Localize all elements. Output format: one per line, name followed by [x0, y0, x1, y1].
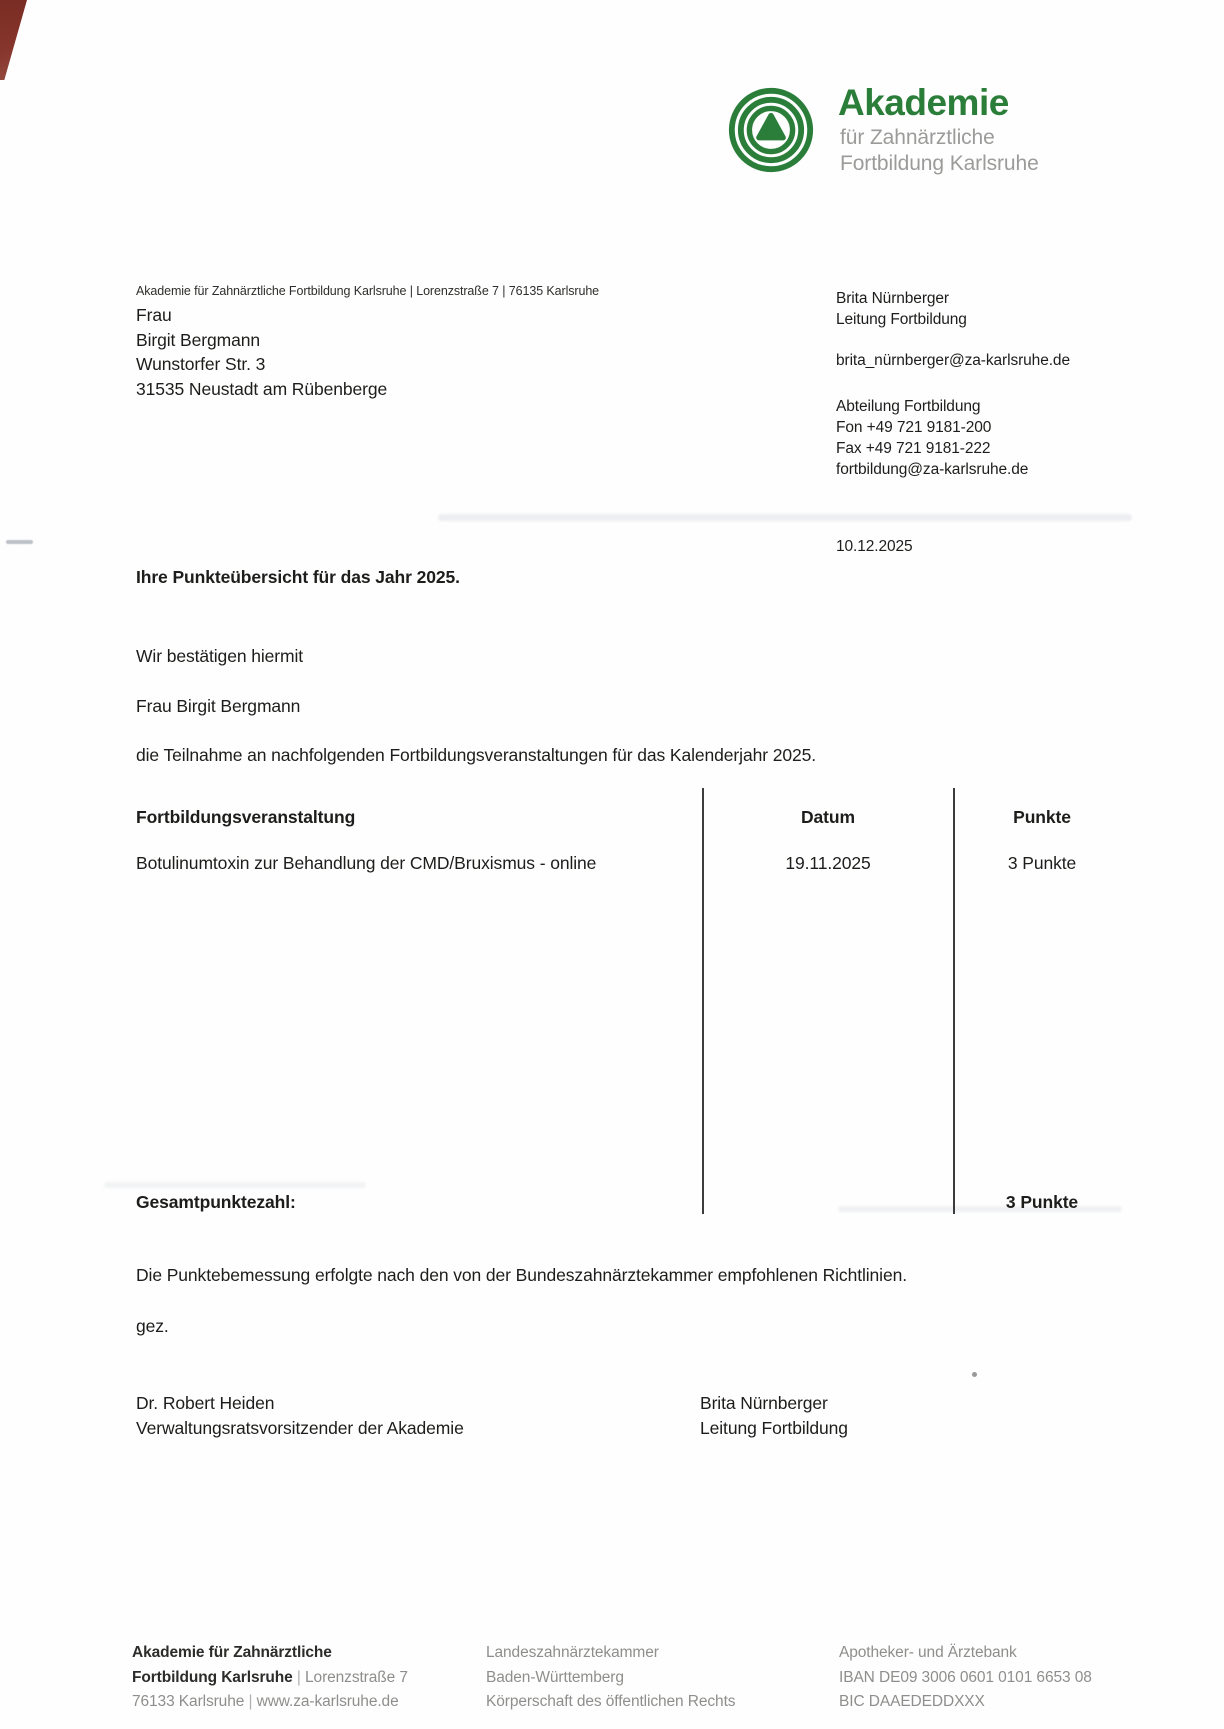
logo-subtitle-1: für Zahnärztliche: [840, 126, 995, 149]
scan-smudge: [104, 1182, 366, 1188]
footer-city: 76133 Karlsruhe: [132, 1693, 245, 1710]
body-line-2: Frau Birgit Bergmann: [136, 696, 301, 716]
closing-note: Die Punktebemessung erfolgte nach den von der Bundeszahnärztekammer empfohlenen Richtlinien.: [136, 1265, 907, 1285]
contact-name: Brita Nürnberger: [836, 290, 949, 307]
recipient-street: Wunstorfer Str. 3: [136, 354, 266, 374]
table-total-label: Gesamtpunktezahl:: [136, 1192, 296, 1212]
contact-role: Leitung Fortbildung: [836, 311, 967, 328]
contact-fax: Fax +49 721 9181-222: [836, 440, 991, 457]
table-cell-points: 3 Punkte: [1007, 853, 1077, 873]
letter-date: 10.12.2025: [836, 538, 913, 555]
signature-left-role: Verwaltungsratsvorsitzender der Akademie: [136, 1417, 464, 1438]
signature-left: [136, 1391, 464, 1440]
table-divider-2: [953, 788, 955, 1214]
recipient-salutation: Frau: [136, 305, 172, 325]
contact-email: brita_nürnberger@za-karlsruhe.de: [836, 352, 1070, 369]
logo-subtitle-2: Fortbildung Karlsruhe: [840, 152, 1039, 175]
footer-column-bank: [839, 1641, 1092, 1715]
signed-abbreviation: gez.: [136, 1316, 169, 1336]
footer-website: www.za-karlsruhe.de: [256, 1693, 399, 1710]
recipient-address-block: [136, 303, 387, 401]
footer-bank-bic: BIC DAAEDEDDXXX: [839, 1693, 985, 1710]
body-line-1: Wir bestätigen hiermit: [136, 646, 304, 666]
recipient-city: 31535 Neustadt am Rübenberge: [136, 378, 388, 399]
contact-department: Abteilung Fortbildung: [836, 398, 981, 415]
table-cell-event: Botulinumtoxin zur Behandlung der CMD/Bruxismus - online: [136, 853, 597, 873]
contact-dept-email: fortbildung@za-karlsruhe.de: [836, 461, 1029, 478]
footer-org-line-3: [132, 1690, 408, 1715]
footer-chamber-line-2: Baden-Württemberg: [486, 1668, 624, 1686]
table-cell-date: 19.11.2025: [785, 853, 871, 873]
sender-return-address: Akademie für Zahnärztliche Fortbildung Karlsruhe | Lorenzstraße 7 | 76135 Karlsruhe: [136, 284, 600, 298]
table-total-value: 3 Punkte: [1005, 1192, 1079, 1212]
contact-block: [836, 288, 1070, 480]
footer-bank-iban: IBAN DE09 3006 0601 0101 6653 08: [839, 1668, 1092, 1686]
signature-right: [700, 1391, 848, 1440]
footer-org-line-2: [132, 1666, 408, 1691]
spacer: [836, 330, 1070, 350]
scan-smudge: [6, 540, 33, 544]
footer-bank-name: Apotheker- und Ärztebank: [839, 1644, 1017, 1661]
footer-column-address: [132, 1641, 408, 1715]
table-header-date: Datum: [801, 807, 855, 827]
footer-chamber-line-1: Landeszahnärztekammer: [486, 1644, 659, 1661]
table-header-points: Punkte: [1013, 807, 1071, 827]
footer-separator: |: [296, 1668, 301, 1686]
signature-right-role: Leitung Fortbildung: [700, 1417, 848, 1438]
footer-chamber-line-3: Körperschaft des öffentlichen Rechts: [486, 1693, 736, 1710]
logo-title: Akademie: [838, 82, 1009, 123]
scan-dot-artifact: [972, 1372, 977, 1377]
table-divider-1: [702, 788, 704, 1214]
footer-org-line-1: Akademie für Zahnärztliche: [132, 1644, 332, 1661]
table-header-event: Fortbildungsveranstaltung: [136, 807, 356, 827]
contact-phone: Fon +49 721 9181-200: [836, 419, 992, 436]
signature-right-name: Brita Nürnberger: [700, 1393, 828, 1413]
footer-org-name: Fortbildung Karlsruhe: [132, 1668, 293, 1686]
footer-street: Lorenzstraße 7: [305, 1668, 408, 1686]
footer-column-chamber: [486, 1641, 735, 1715]
signature-left-name: Dr. Robert Heiden: [136, 1393, 275, 1413]
recipient-name: Birgit Bergmann: [136, 329, 260, 350]
footer-separator: |: [248, 1693, 253, 1710]
subject-line: Ihre Punkteübersicht für das Jahr 2025.: [136, 567, 460, 587]
body-line-3: die Teilnahme an nachfolgenden Fortbildungsveranstaltungen für das Kalenderjahr 2025.: [136, 745, 816, 765]
scan-smudge: [438, 514, 1132, 521]
akademie-logo-icon: [726, 84, 816, 176]
spacer: [836, 371, 1070, 396]
scan-corner-artifact: [0, 0, 27, 80]
